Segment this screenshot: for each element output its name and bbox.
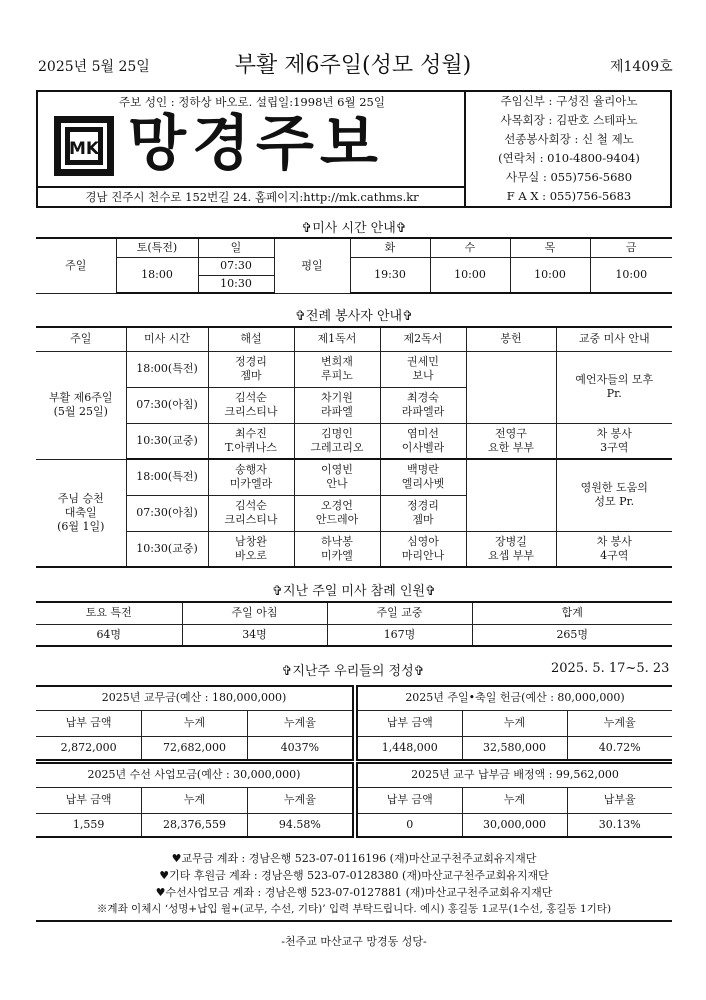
vol-r2-line1: 염미선 bbox=[407, 426, 439, 440]
sat-time: 18:00 bbox=[116, 257, 198, 293]
footer-parish: -천주교 마산교구 망경동 성당- bbox=[281, 935, 427, 948]
transfer-note: ※계좌 이체시 ‘성명+납입 월+(교무, 수선, 기타)’ 입력 부탁드립니다. 예시) 홍길동 1교무(1수선, 홍길동 1기타) bbox=[96, 903, 612, 915]
vol-comm-line2: 크리스티나 bbox=[224, 405, 278, 418]
vol-notice bbox=[556, 351, 672, 423]
parish-logo-icon bbox=[52, 114, 116, 178]
thu-header: 목 bbox=[510, 238, 590, 257]
offerings-title: ✞지난주 우리들의 정성✞ bbox=[281, 664, 425, 679]
vol-comm-line1: 최수진 bbox=[235, 426, 267, 440]
offering-header: 누계율 bbox=[247, 787, 353, 813]
sun-header: 일 bbox=[198, 238, 274, 257]
vol-notice bbox=[556, 459, 672, 531]
table-row bbox=[36, 351, 672, 387]
address-line: 경남 진주시 천수로 152번길 24. 홈페이지:http://mk.cathms.kr bbox=[85, 190, 419, 204]
vol-reader2 bbox=[380, 459, 466, 495]
vol-header-4: 제2독서 bbox=[380, 327, 466, 351]
vol-off-line2: 요셉 부부 bbox=[487, 548, 534, 562]
vol-r1-line2: 안드레아 bbox=[315, 513, 359, 526]
vol-day-line: (6월 1일) bbox=[57, 519, 105, 533]
vol-notice bbox=[556, 531, 672, 567]
offering-value: 1,559 bbox=[36, 813, 142, 837]
vol-time: 07:30(아침) bbox=[126, 387, 208, 423]
weekday-label: 평일 bbox=[274, 238, 350, 293]
table-row bbox=[36, 423, 672, 459]
att-value-main: 167명 bbox=[327, 624, 472, 646]
volunteers-table bbox=[36, 326, 672, 568]
offering-caption: 2025년 교무금(예산 : 180,000,000) bbox=[36, 686, 353, 710]
table-row bbox=[36, 531, 672, 567]
offering-value: 32,580,000 bbox=[462, 736, 567, 760]
account-donation: ♥기타 후원금 계좌 : 경남은행 523-07-0128380 (재)마산교구천주교회유지재단 bbox=[159, 869, 549, 882]
vol-notice-line: Pr. bbox=[606, 387, 622, 400]
offering-table bbox=[356, 762, 672, 838]
vol-notice-line: 4구역 bbox=[600, 548, 629, 562]
mass-schedule-title: ✞미사 시간 안내✞ bbox=[301, 221, 407, 236]
attendance-table bbox=[36, 601, 672, 647]
vol-r2-line2: 보나 bbox=[412, 369, 434, 382]
offering-value: 4037% bbox=[247, 736, 353, 760]
offering-table bbox=[36, 762, 354, 838]
bulletin-name: 망경주보 bbox=[128, 109, 384, 179]
vol-r1-line1: 김명인 bbox=[321, 426, 353, 440]
tue-time: 19:30 bbox=[350, 257, 430, 293]
offering-caption: 2025년 주일•축일 헌금(예산 : 80,000,000) bbox=[357, 686, 672, 710]
vol-time: 18:00(특전) bbox=[126, 351, 208, 387]
vol-reader1 bbox=[294, 495, 380, 531]
offerings-period: 2025. 5. 17~5. 23 bbox=[551, 661, 670, 676]
vol-r1-line1: 차기원 bbox=[321, 391, 353, 404]
att-header-sat: 토요 특전 bbox=[36, 602, 182, 624]
masthead bbox=[36, 90, 672, 208]
vol-r2-line2: 이사벨라 bbox=[401, 440, 445, 454]
vol-notice-line: 예언자들의 모후 bbox=[575, 373, 654, 386]
att-header-main: 주일 교중 bbox=[327, 602, 472, 624]
vol-r2-line2: 라파엘라 bbox=[401, 405, 445, 418]
att-header-total: 합계 bbox=[472, 602, 672, 624]
offering-header: 누계 bbox=[142, 787, 248, 813]
staff-council-president: 사목회장 : 김판호 스테파노 bbox=[500, 113, 638, 127]
vol-header-2: 해설 bbox=[208, 327, 294, 351]
office-fax: F A X : 055)756-5683 bbox=[506, 189, 632, 203]
office-phone: 사무실 : 055)756-5680 bbox=[505, 170, 633, 184]
vol-time: 10:30(교중) bbox=[126, 423, 208, 459]
offering-header: 누계 bbox=[462, 710, 567, 736]
vol-header-0: 주일 bbox=[36, 327, 126, 351]
vol-reader1 bbox=[294, 423, 380, 459]
vol-notice-line: 차 봉사 bbox=[596, 426, 632, 440]
vol-notice-line: 성모 Pr. bbox=[594, 495, 635, 509]
offering-value: 94.58% bbox=[247, 813, 353, 837]
attendance-title: ✞지난 주일 미사 참례 인원✞ bbox=[272, 584, 436, 599]
att-value-morning: 34명 bbox=[182, 624, 327, 646]
vol-commentator bbox=[208, 387, 294, 423]
att-value-total: 265명 bbox=[472, 624, 672, 646]
vol-comm-line2: T.아퀴나스 bbox=[225, 440, 277, 454]
vol-reader2 bbox=[380, 351, 466, 387]
vol-header-6: 교중 미사 안내 bbox=[556, 327, 672, 351]
vol-r1-line1: 오경언 bbox=[321, 499, 353, 512]
att-header-morning: 주일 아침 bbox=[182, 602, 327, 624]
vol-time: 10:30(교중) bbox=[126, 531, 208, 567]
bulletin-date: 2025년 5월 25일 bbox=[38, 59, 150, 75]
vol-comm-line2: 크리스티나 bbox=[224, 513, 278, 526]
vol-r1-line2: 라파엘 bbox=[321, 405, 353, 418]
offering-value: 30,000,000 bbox=[462, 813, 567, 837]
offering-header: 납부 금액 bbox=[357, 710, 462, 736]
vol-reader2 bbox=[380, 531, 466, 567]
wed-time: 10:00 bbox=[430, 257, 510, 293]
offering-header: 납부 금액 bbox=[36, 710, 142, 736]
vol-notice-line: 3구역 bbox=[600, 440, 629, 454]
offering-caption: 2025년 수선 사업모금(예산 : 30,000,000) bbox=[36, 763, 353, 787]
vol-day-line: (5월 25일) bbox=[53, 405, 108, 418]
vol-comm-line1: 김석순 bbox=[235, 499, 267, 512]
mass-schedule-table bbox=[36, 237, 672, 294]
vol-reader2 bbox=[380, 387, 466, 423]
vol-r2-line1: 정경리 bbox=[407, 499, 439, 512]
issue-number: 제1409호 bbox=[610, 59, 673, 75]
vol-offering bbox=[466, 423, 556, 459]
vol-r1-line2: 루피노 bbox=[321, 369, 353, 382]
vol-notice-line: 영원한 도움의 bbox=[580, 481, 648, 495]
offering-value: 28,376,559 bbox=[142, 813, 248, 837]
vol-reader1 bbox=[294, 351, 380, 387]
vol-comm-line1: 김석순 bbox=[235, 391, 267, 404]
vol-r1-line1: 변희재 bbox=[321, 355, 353, 368]
vol-r2-line1: 권세민 bbox=[407, 355, 439, 368]
vol-r2-line1: 심영아 bbox=[407, 534, 439, 548]
staff-funeral-service: 선종봉사회장 : 신 철 제노 bbox=[504, 132, 634, 146]
vol-off-line1: 전영구 bbox=[495, 426, 527, 440]
vol-comm-line2: 젬마 bbox=[240, 369, 262, 382]
vol-reader1 bbox=[294, 387, 380, 423]
vol-reader2 bbox=[380, 495, 466, 531]
vol-header-5: 봉헌 bbox=[466, 327, 556, 351]
account-tithe: ♥교무금 계좌 : 경남은행 523-07-0116196 (재)마산교구천주교회유지재단 bbox=[171, 852, 537, 865]
sat-header: 토(특전) bbox=[116, 238, 198, 257]
vol-time: 18:00(특전) bbox=[126, 459, 208, 495]
fri-time: 10:00 bbox=[590, 257, 672, 293]
vol-commentator bbox=[208, 459, 294, 495]
vol-comm-line1: 남창완 bbox=[235, 534, 267, 548]
fri-header: 금 bbox=[590, 238, 672, 257]
vol-day bbox=[36, 351, 126, 459]
vol-time: 07:30(아침) bbox=[126, 495, 208, 531]
vol-offering bbox=[466, 531, 556, 567]
vol-comm-line1: 정경리 bbox=[235, 355, 267, 368]
footer-divider bbox=[36, 920, 672, 922]
offering-value: 40.72% bbox=[567, 736, 672, 760]
vol-reader2 bbox=[380, 423, 466, 459]
vol-offering bbox=[466, 459, 556, 531]
offering-caption: 2025년 교구 납부금 배정액 : 99,562,000 bbox=[357, 763, 672, 787]
offering-table bbox=[36, 685, 354, 761]
wed-header: 수 bbox=[430, 238, 510, 257]
vol-day-line: 부활 제6주일 bbox=[48, 391, 113, 404]
patron-line: 주보 성인 : 정하상 바오로. 설립일:1998년 6월 25일 bbox=[119, 95, 385, 109]
vol-comm-line1: 송행자 bbox=[235, 463, 267, 477]
vol-commentator bbox=[208, 495, 294, 531]
vol-r2-line1: 최경숙 bbox=[407, 391, 439, 404]
sun-time-1: 07:30 bbox=[198, 257, 274, 275]
offering-header: 납부율 bbox=[567, 787, 672, 813]
offering-table bbox=[356, 685, 672, 761]
offering-header: 누계 bbox=[462, 787, 567, 813]
sun-time-2: 10:30 bbox=[198, 275, 274, 293]
vol-reader1 bbox=[294, 459, 380, 495]
logo-text: MK bbox=[68, 139, 100, 159]
vol-comm-line2: 바오로 bbox=[235, 548, 267, 562]
staff-list bbox=[468, 92, 670, 206]
vol-day-line: 대축일 bbox=[64, 505, 97, 519]
vol-commentator bbox=[208, 531, 294, 567]
offering-value: 72,682,000 bbox=[142, 736, 248, 760]
vol-day-line: 주님 승천 bbox=[57, 491, 104, 505]
offering-header: 누계율 bbox=[567, 710, 672, 736]
masthead-left bbox=[38, 92, 466, 206]
offerings-tables bbox=[36, 685, 672, 845]
vol-offering bbox=[466, 351, 556, 423]
vol-r2-line2: 마리안나 bbox=[401, 548, 445, 562]
bulletin-title: 부활 제6주일(성모 성월) bbox=[234, 53, 472, 78]
offering-value: 2,872,000 bbox=[36, 736, 142, 760]
table-row bbox=[36, 459, 672, 495]
staff-pastor: 주임신부 : 구성진 율리아노 bbox=[500, 94, 638, 108]
vol-header-3: 제1독서 bbox=[294, 327, 380, 351]
vol-r1-line1: 하낙봉 bbox=[321, 534, 353, 548]
volunteers-title: ✞전례 봉사자 안내✞ bbox=[295, 309, 413, 324]
vol-comm-line2: 미카엘라 bbox=[229, 477, 273, 491]
offering-header: 납부 금액 bbox=[357, 787, 462, 813]
offering-header: 누계율 bbox=[247, 710, 353, 736]
thu-time: 10:00 bbox=[510, 257, 590, 293]
offering-header: 납부 금액 bbox=[36, 787, 142, 813]
vol-r1-line1: 이영빈 bbox=[321, 463, 353, 477]
vol-off-line2: 요한 부부 bbox=[487, 440, 534, 454]
vol-off-line1: 장병길 bbox=[495, 534, 527, 548]
vol-commentator bbox=[208, 351, 294, 387]
offering-value: 1,448,000 bbox=[357, 736, 462, 760]
staff-contact: (연락처 : 010-4800-9404) bbox=[498, 151, 640, 165]
vol-r2-line1: 백명란 bbox=[407, 463, 439, 477]
tue-header: 화 bbox=[350, 238, 430, 257]
vol-commentator bbox=[208, 423, 294, 459]
vol-r1-line2: 안나 bbox=[326, 477, 348, 491]
vol-notice-line: 차 봉사 bbox=[596, 534, 632, 548]
att-value-sat: 64명 bbox=[36, 624, 182, 646]
vol-r2-line2: 엘리사벳 bbox=[401, 477, 445, 491]
vol-reader1 bbox=[294, 531, 380, 567]
offering-value: 0 bbox=[357, 813, 462, 837]
vol-r2-line2: 젬마 bbox=[412, 513, 434, 526]
sunday-label: 주일 bbox=[36, 238, 116, 293]
vol-r1-line2: 미카엘 bbox=[321, 548, 353, 562]
vol-r1-line2: 그레고리오 bbox=[310, 440, 364, 454]
offering-value: 30.13% bbox=[567, 813, 672, 837]
vol-header-1: 미사 시간 bbox=[126, 327, 208, 351]
vol-notice bbox=[556, 423, 672, 459]
vol-day bbox=[36, 459, 126, 567]
offering-header: 누계 bbox=[142, 710, 248, 736]
account-repair: ♥수선사업모금 계좌 : 경남은행 523-07-0127881 (재)마산교구천주교회유지재단 bbox=[155, 886, 553, 899]
